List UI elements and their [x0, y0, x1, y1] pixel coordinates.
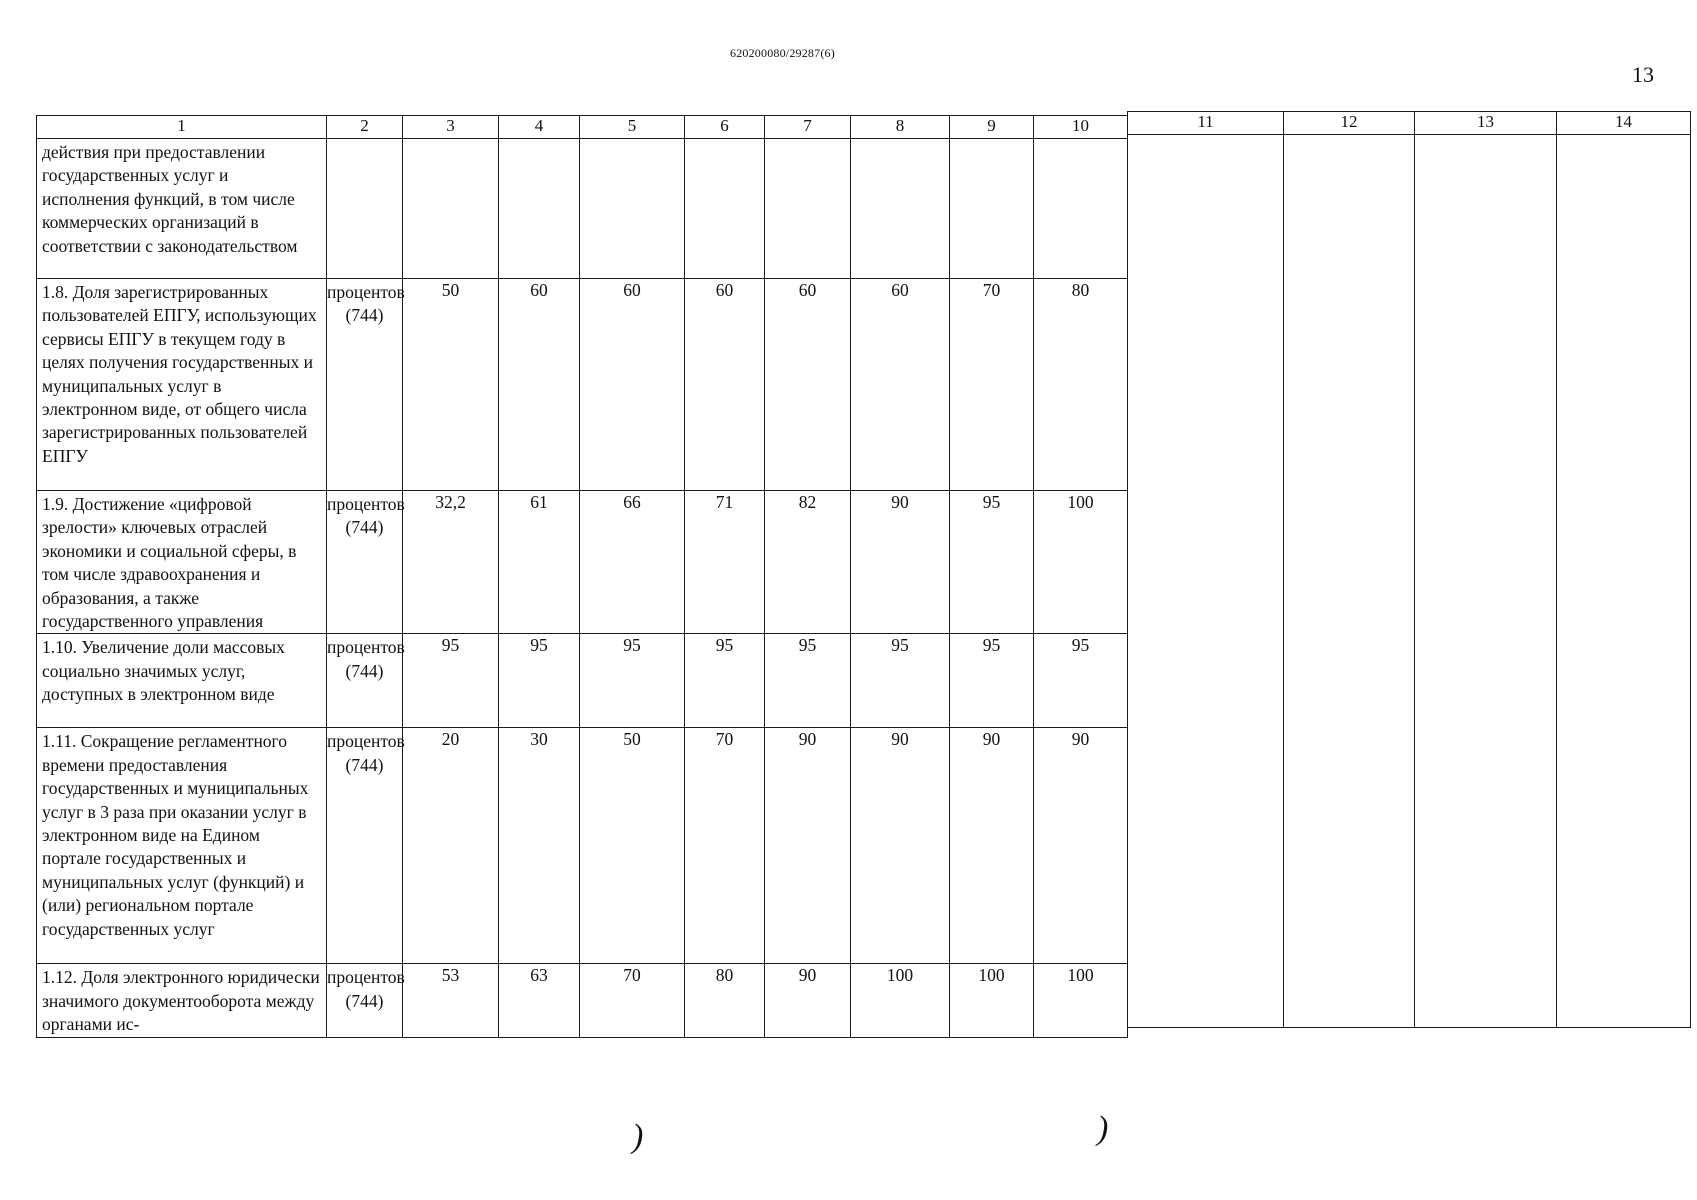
column-header: 3	[403, 116, 499, 139]
value-cell: 100	[851, 964, 950, 1037]
value-cell: 61	[499, 491, 580, 634]
value-cell: 20	[403, 728, 499, 964]
empty-cell	[1415, 135, 1557, 1028]
value-cell	[499, 139, 580, 279]
value-cell: 80	[1034, 279, 1128, 491]
value-cell: 90	[765, 964, 851, 1037]
indicator-cell: 1.10. Увеличение доли массовых социально значимых услуг, доступных в электронном виде	[37, 634, 327, 728]
unit-cell: процентов (744)	[327, 279, 403, 491]
column-header: 2	[327, 116, 403, 139]
column-header: 5	[580, 116, 685, 139]
value-cell: 32,2	[403, 491, 499, 634]
unit-cell: процентов (744)	[327, 491, 403, 634]
value-cell: 30	[499, 728, 580, 964]
value-cell: 90	[851, 491, 950, 634]
value-cell: 90	[1034, 728, 1128, 964]
empty-cell	[1128, 135, 1284, 1028]
table-row	[1128, 135, 1691, 1028]
value-cell: 60	[580, 279, 685, 491]
value-cell	[765, 139, 851, 279]
value-cell: 82	[765, 491, 851, 634]
value-cell: 53	[403, 964, 499, 1037]
column-header: 1	[37, 116, 327, 139]
table-row	[37, 728, 1128, 964]
column-header: 6	[685, 116, 765, 139]
value-cell: 50	[403, 279, 499, 491]
value-cell: 95	[950, 491, 1034, 634]
table-row	[37, 491, 1128, 634]
table-row	[37, 964, 1128, 1037]
value-cell: 66	[580, 491, 685, 634]
extra-columns-table	[1127, 111, 1690, 1028]
indicator-cell: 1.8. Доля зарегистрированных пользователей ЕПГУ, использующих сервисы ЕПГУ в текущем году в целях получения государственных и муниципальных услуг в электронном виде, от общего числа зарегистрированных пользователей ЕПГУ	[37, 279, 327, 491]
empty-cell	[1284, 135, 1415, 1028]
value-cell: 71	[685, 491, 765, 634]
empty-cell	[1557, 135, 1691, 1028]
value-cell: 50	[580, 728, 685, 964]
unit-cell: процентов (744)	[327, 634, 403, 728]
indicator-cell: 1.11. Сокращение регламентного времени предоставления государственных и муниципальных услуг в 3 раза при оказании услуг в электронном виде на Едином портале государственных и муниципальных услуг (функций) и (или) региональном портале государственных услуг	[37, 728, 327, 964]
column-header: 7	[765, 116, 851, 139]
page-number: 13	[1632, 62, 1654, 87]
value-cell: 60	[685, 279, 765, 491]
value-cell: 95	[1034, 634, 1128, 728]
value-cell: 70	[950, 279, 1034, 491]
unit-cell: процентов (744)	[327, 728, 403, 964]
value-cell: 70	[685, 728, 765, 964]
value-cell	[950, 139, 1034, 279]
header-row	[37, 116, 1128, 139]
value-cell: 95	[851, 634, 950, 728]
value-cell: 90	[950, 728, 1034, 964]
document-id: 620200080/29287(6)	[730, 46, 835, 60]
indicator-cell: 1.9. Достижение «цифровой зрелости» ключевых отраслей экономики и социальной сферы, в том числе здравоохранения и образования, а также государственного управления	[37, 491, 327, 634]
column-header: 8	[851, 116, 950, 139]
value-cell: 90	[765, 728, 851, 964]
value-cell: 95	[499, 634, 580, 728]
indicator-cell: действия при предоставлении государственных услуг и исполнения функций, в том числе коммерческих организаций в соответствии с законодательством	[37, 139, 327, 279]
unit-cell: процентов (744)	[327, 964, 403, 1037]
value-cell: 60	[765, 279, 851, 491]
margin-mark: )	[632, 1118, 644, 1155]
value-cell: 90	[851, 728, 950, 964]
column-header: 12	[1284, 112, 1415, 135]
table-row	[37, 279, 1128, 491]
value-cell	[851, 139, 950, 279]
unit-cell	[327, 139, 403, 279]
table-row	[37, 139, 1128, 279]
column-header: 13	[1415, 112, 1557, 135]
value-cell: 60	[499, 279, 580, 491]
value-cell: 95	[685, 634, 765, 728]
value-cell: 63	[499, 964, 580, 1037]
value-cell	[580, 139, 685, 279]
column-header: 14	[1557, 112, 1691, 135]
margin-mark: )	[1097, 1110, 1109, 1147]
indicator-table	[36, 115, 1127, 1038]
value-cell	[403, 139, 499, 279]
value-cell	[685, 139, 765, 279]
column-header: 11	[1128, 112, 1284, 135]
indicator-cell: 1.12. Доля электронного юридически значимого документооборота между органами ис-	[37, 964, 327, 1037]
value-cell	[1034, 139, 1128, 279]
table-row	[37, 634, 1128, 728]
value-cell: 95	[403, 634, 499, 728]
value-cell: 100	[950, 964, 1034, 1037]
value-cell: 100	[1034, 964, 1128, 1037]
column-header: 9	[950, 116, 1034, 139]
column-header: 10	[1034, 116, 1128, 139]
value-cell: 95	[765, 634, 851, 728]
header-row	[1128, 112, 1691, 135]
value-cell: 95	[950, 634, 1034, 728]
value-cell: 70	[580, 964, 685, 1037]
value-cell: 95	[580, 634, 685, 728]
value-cell: 80	[685, 964, 765, 1037]
value-cell: 100	[1034, 491, 1128, 634]
column-header: 4	[499, 116, 580, 139]
value-cell: 60	[851, 279, 950, 491]
